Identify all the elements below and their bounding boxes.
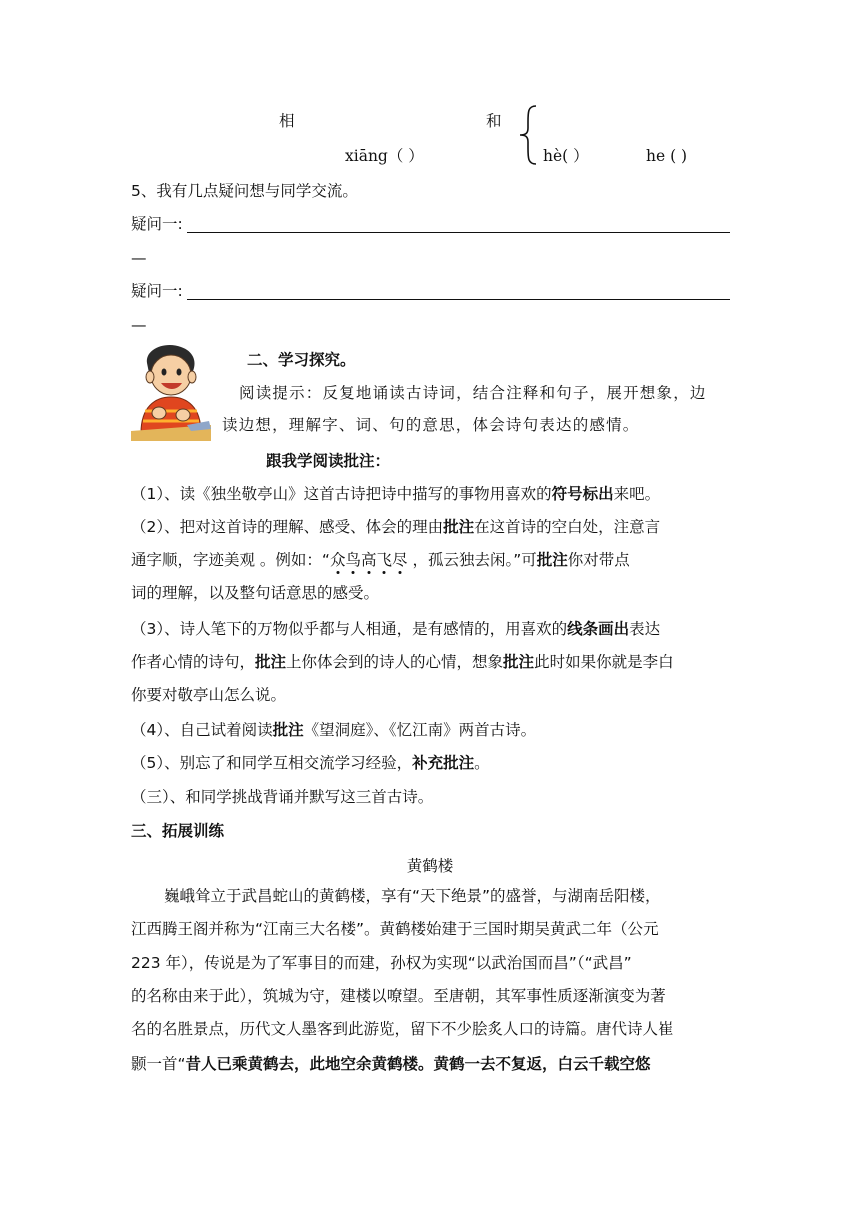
step-3-text-cont: 表达 bbox=[629, 620, 661, 638]
step-2-text-end: 你对带点 bbox=[567, 551, 630, 569]
step-3-line-3: 你要对敬亭山怎么说。 bbox=[131, 686, 287, 704]
step-3-line-1 bbox=[131, 618, 660, 640]
step-3-text-4: 此时如果你就是李白 bbox=[534, 653, 674, 671]
step-5-emphasis: 补充批注 bbox=[412, 754, 475, 772]
step-4-emphasis: 批注 bbox=[272, 721, 304, 739]
follow-me-title: 跟我学阅读批注： bbox=[266, 452, 391, 470]
question-1-line[interactable] bbox=[187, 232, 730, 233]
example-verse-2: 孤云独去闲。 bbox=[427, 551, 514, 569]
article-title: 黄鹤楼 bbox=[406, 857, 454, 875]
step-3-line-2 bbox=[131, 651, 674, 673]
boy-reading-illustration-icon bbox=[131, 341, 211, 441]
dotted-char: 飞 bbox=[376, 551, 393, 569]
question-1-label: 疑问一: bbox=[131, 215, 183, 233]
dotted-char: 众 bbox=[329, 551, 346, 569]
pinyin-he-neutral: he ( ) bbox=[646, 147, 688, 165]
char-xiang: 相 bbox=[279, 112, 295, 130]
step-2-text-cont: 在这首诗的空白处，注意言 bbox=[474, 518, 661, 536]
step-2-line-3: 词的理解，以及整句话意思的感受。 bbox=[131, 584, 380, 602]
item-5: 5、我有几点疑问想与同学交流。 bbox=[131, 182, 358, 200]
step-1-emphasis: 符号标出 bbox=[551, 485, 614, 503]
example-verse-1 bbox=[330, 551, 408, 569]
dotted-char: 鸟 bbox=[345, 551, 361, 569]
step-1-end: 来吧。 bbox=[613, 485, 661, 503]
pinyin-xiang: xiāng（ ） bbox=[345, 147, 424, 165]
cuihao-poem-quote: 昔人已乘黄鹤去，此地空余黄鹤楼。黄鹤一去不复返，白云千载空悠 bbox=[185, 1054, 651, 1073]
reading-hint-line-2: 读边想，理解字、词、句的意思，体会诗句表达的感情。 bbox=[222, 416, 640, 434]
step-2-emphasis: 批注 bbox=[443, 518, 475, 536]
verse-1-text bbox=[330, 551, 408, 569]
question-2-label: 疑问一: bbox=[131, 282, 183, 300]
step-2-example-intro: 通字顺，字迹美观 。例如：“ bbox=[131, 551, 330, 569]
step-3-text-3: 上你体会到的诗人的心情，想象 bbox=[286, 653, 504, 671]
step-3-text: （3）、诗人笔下的万物似乎都与人相通，是有感情的，用喜欢的 bbox=[131, 620, 568, 638]
step-2-emphasis-2: 批注 bbox=[536, 551, 568, 569]
step-4 bbox=[131, 719, 536, 741]
article-line-6 bbox=[131, 1053, 651, 1075]
article-line-5: 名的名胜景点，历代文人墨客到此游览，留下不少脍炙人口的诗篇。唐代诗人崔 bbox=[131, 1020, 674, 1038]
step-2-line-1 bbox=[131, 516, 660, 538]
section-3-title: 三、拓展训练 bbox=[131, 822, 225, 840]
step-5 bbox=[131, 752, 490, 774]
step-4-text: （4）、自己试着阅读 bbox=[131, 721, 273, 739]
article-line-2: 江西腾王阁并称为“江南三大名楼”。黄鹤楼始建于三国时期吴黄武二年（公元 bbox=[131, 920, 659, 938]
section-2-title: 二、学习探究。 bbox=[247, 351, 356, 369]
step-1 bbox=[131, 483, 660, 505]
step-2-text: （2）、把对这首诗的理解、感受、体会的理由 bbox=[131, 518, 444, 536]
step-5-text: （5）、别忘了和同学互相交流学习经验， bbox=[131, 754, 413, 772]
step-2-quote-end: ”可 bbox=[513, 551, 537, 569]
article-line-1: 巍峨耸立于武昌蛇山的黄鹤楼，享有“天下绝景”的盛誉，与湖南岳阳楼， bbox=[164, 887, 661, 905]
step-4-text-cont: 《望洞庭》、《忆江南》两首古诗。 bbox=[303, 721, 537, 739]
pinyin-he-4: hè( ） bbox=[543, 147, 589, 165]
question-1-tail: — bbox=[131, 249, 147, 267]
article-line-4: 的名称由来于此），筑城为守，建楼以嘹望。至唐朝，其军事性质逐渐演变为著 bbox=[131, 987, 666, 1005]
dotted-char: 高 bbox=[361, 551, 377, 569]
question-2-tail: — bbox=[131, 316, 147, 334]
question-2-line[interactable] bbox=[187, 299, 730, 300]
dotted-char: 尽 bbox=[392, 551, 408, 569]
step-3-emphasis-2: 批注 bbox=[255, 653, 287, 671]
step-3-emphasis: 线条画出 bbox=[567, 620, 630, 638]
step-recite: （三）、和同学挑战背诵并默写这三首古诗。 bbox=[131, 788, 434, 806]
article-line-3: 223 年），传说是为了军事目的而建，孙权为实现“以武治国而昌”（“武昌” bbox=[131, 954, 632, 972]
step-5-end: 。 bbox=[474, 754, 490, 772]
article-line-6-intro: 颢一首“ bbox=[131, 1055, 186, 1073]
char-he: 和 bbox=[486, 112, 502, 130]
step-1-text: （1）、读《独坐敬亭山》这首古诗把诗中描写的事物用喜欢的 bbox=[131, 485, 552, 503]
reading-hint-line-1: 阅读提示：反复地诵读古诗词，结合注释和句子，展开想象，边 bbox=[239, 384, 707, 402]
step-3-text-2: 作者心情的诗句， bbox=[131, 653, 256, 671]
step-3-emphasis-3: 批注 bbox=[503, 653, 535, 671]
verse-comma: ， bbox=[407, 551, 428, 569]
step-2-line-2 bbox=[131, 549, 630, 571]
left-curly-brace-icon bbox=[516, 104, 540, 166]
